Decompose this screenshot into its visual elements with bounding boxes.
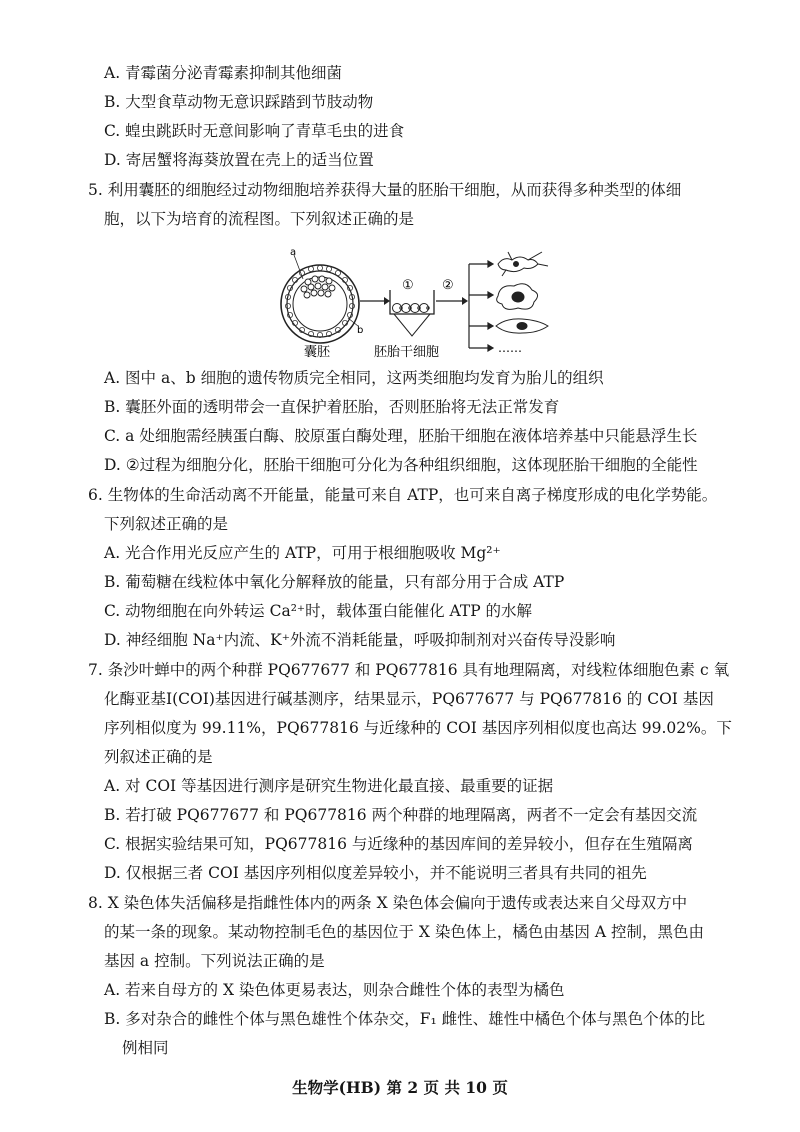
q7-stem-line4: 列叙述正确的是	[104, 748, 213, 766]
q8-option-b-line1: B. 多对杂合的雌性个体与黑色雄性个体杂交，F₁ 雌性、雄性中橘色个体与黑色个体的比	[104, 1010, 706, 1028]
q7-stem-line3: 序列相似度为 99.11%，PQ677816 与近缘种的 COI 基因序列相似度也高达 99.02%。下	[104, 719, 732, 737]
label-b: b	[357, 325, 364, 336]
q7-option-d: D. 仅根据三者 COI 基因序列相似度差异较小，并不能说明三者具有共同的祖先	[104, 864, 647, 882]
q5-stem-line1: 5. 利用囊胚的细胞经过动物细胞培养获得大量的胚胎干细胞，从而获得多种类型的体细	[88, 181, 682, 199]
q4-option-b: B. 大型食草动物无意识踩踏到节肢动物	[104, 93, 374, 111]
culture-dish	[374, 278, 439, 360]
label-stem-cell: 胚胎干细胞	[374, 345, 440, 360]
q7-stem-line1: 7. 条沙叶蝉中的两个种群 PQ677677 和 PQ677816 具有地理隔离，对线粒体细胞色素 c 氧	[88, 661, 730, 679]
q7-stem-line2: 化酶亚基Ⅰ(COⅠ)基因进行碱基测序，结果显示，PQ677677 与 PQ677816 的 COI 基因	[104, 690, 714, 708]
elongated-cell-icon	[496, 319, 548, 333]
q5-stem-line2: 胞，以下为培育的流程图。下列叙述正确的是	[104, 210, 415, 228]
q7-option-a: A. 对 COI 等基因进行测序是研究生物进化最直接、最重要的证据	[104, 777, 554, 795]
q7-option-c: C. 根据实验结果可知，PQ677816 与近缘种的基因库间的差异较小，但存在生殖隔离	[104, 835, 693, 853]
q6-option-c: C. 动物细胞在向外转运 Ca²⁺时，载体蛋白能催化 ATP 的水解	[104, 602, 533, 620]
q6-option-b: B. 葡萄糖在线粒体中氧化分解释放的能量，只有部分用于合成 ATP	[104, 573, 565, 591]
flow-diagram-svg	[276, 246, 566, 362]
neuron-cell-icon	[498, 252, 548, 276]
label-blastocyst: 囊胚	[304, 345, 331, 360]
q4-option-a: A. 青霉菌分泌青霉素抑制其他细菌	[104, 64, 343, 82]
q6-option-a: A. 光合作用光反应产生的 ATP，可用于根细胞吸收 Mg²⁺	[104, 544, 501, 562]
page-footer: 生物学(HB) 第 2 页 共 10 页	[292, 1078, 508, 1097]
step1-label: ①	[402, 278, 414, 293]
differentiation-branches	[469, 261, 493, 351]
q8-option-b-line2: 例相同	[122, 1039, 169, 1057]
q4-option-d: D. 寄居蟹将海葵放置在壳上的适当位置	[104, 151, 374, 169]
q8-stem-line3: 基因 a 控制。下列说法正确的是	[104, 952, 325, 970]
q7-option-b: B. 若打破 PQ677677 和 PQ677816 两个种群的地理隔离，两者不一定会有基因交流	[104, 806, 698, 824]
label-a: a	[290, 247, 297, 258]
more-cells-ellipsis: ……	[498, 341, 522, 355]
blastocyst-figure	[281, 247, 363, 360]
q6-stem-line1: 6. 生物体的生命活动离不开能量，能量可来自 ATP，也可来自离子梯度形成的电化学势能。	[88, 486, 718, 504]
irregular-cell-icon	[497, 284, 538, 310]
q8-stem-line1: 8. X 染色体失活偏移是指雌性体内的两条 X 染色体会偏向于遗传或表达来自父母双方中	[88, 894, 688, 912]
inner-cell-mass	[301, 276, 335, 298]
q8-stem-line2: 的某一条的现象。某动物控制毛色的基因位于 X 染色体上，橘色由基因 A 控制，黑色由	[104, 923, 704, 941]
q4-option-c: C. 蝗虫跳跃时无意间影响了青草毛虫的进食	[104, 122, 405, 140]
q8-option-a: A. 若来自母方的 X 染色体更易表达，则杂合雌性个体的表型为橘色	[104, 981, 565, 999]
q5-option-c: C. a 处细胞需经胰蛋白酶、胶原蛋白酶处理，胚胎干细胞在液体培养基中只能悬浮生长	[104, 427, 698, 445]
q5-option-a: A. 图中 a、b 细胞的遗传物质完全相同，这两类细胞均发育为胎儿的组织	[104, 369, 604, 387]
q5-flow-diagram	[276, 246, 566, 362]
q6-option-d: D. 神经细胞 Na⁺内流、K⁺外流不消耗能量，呼吸抑制剂对兴奋传导没影响	[104, 631, 616, 649]
q5-option-d: D. ②过程为细胞分化，胚胎干细胞可分化为各种组织细胞，这体现胚胎干细胞的全能性	[104, 456, 698, 474]
q5-option-b: B. 囊胚外面的透明带会一直保护着胚胎，否则胚胎将无法正常发育	[104, 398, 560, 416]
q6-stem-line2: 下列叙述正确的是	[104, 515, 229, 533]
step2-label: ②	[442, 278, 454, 293]
